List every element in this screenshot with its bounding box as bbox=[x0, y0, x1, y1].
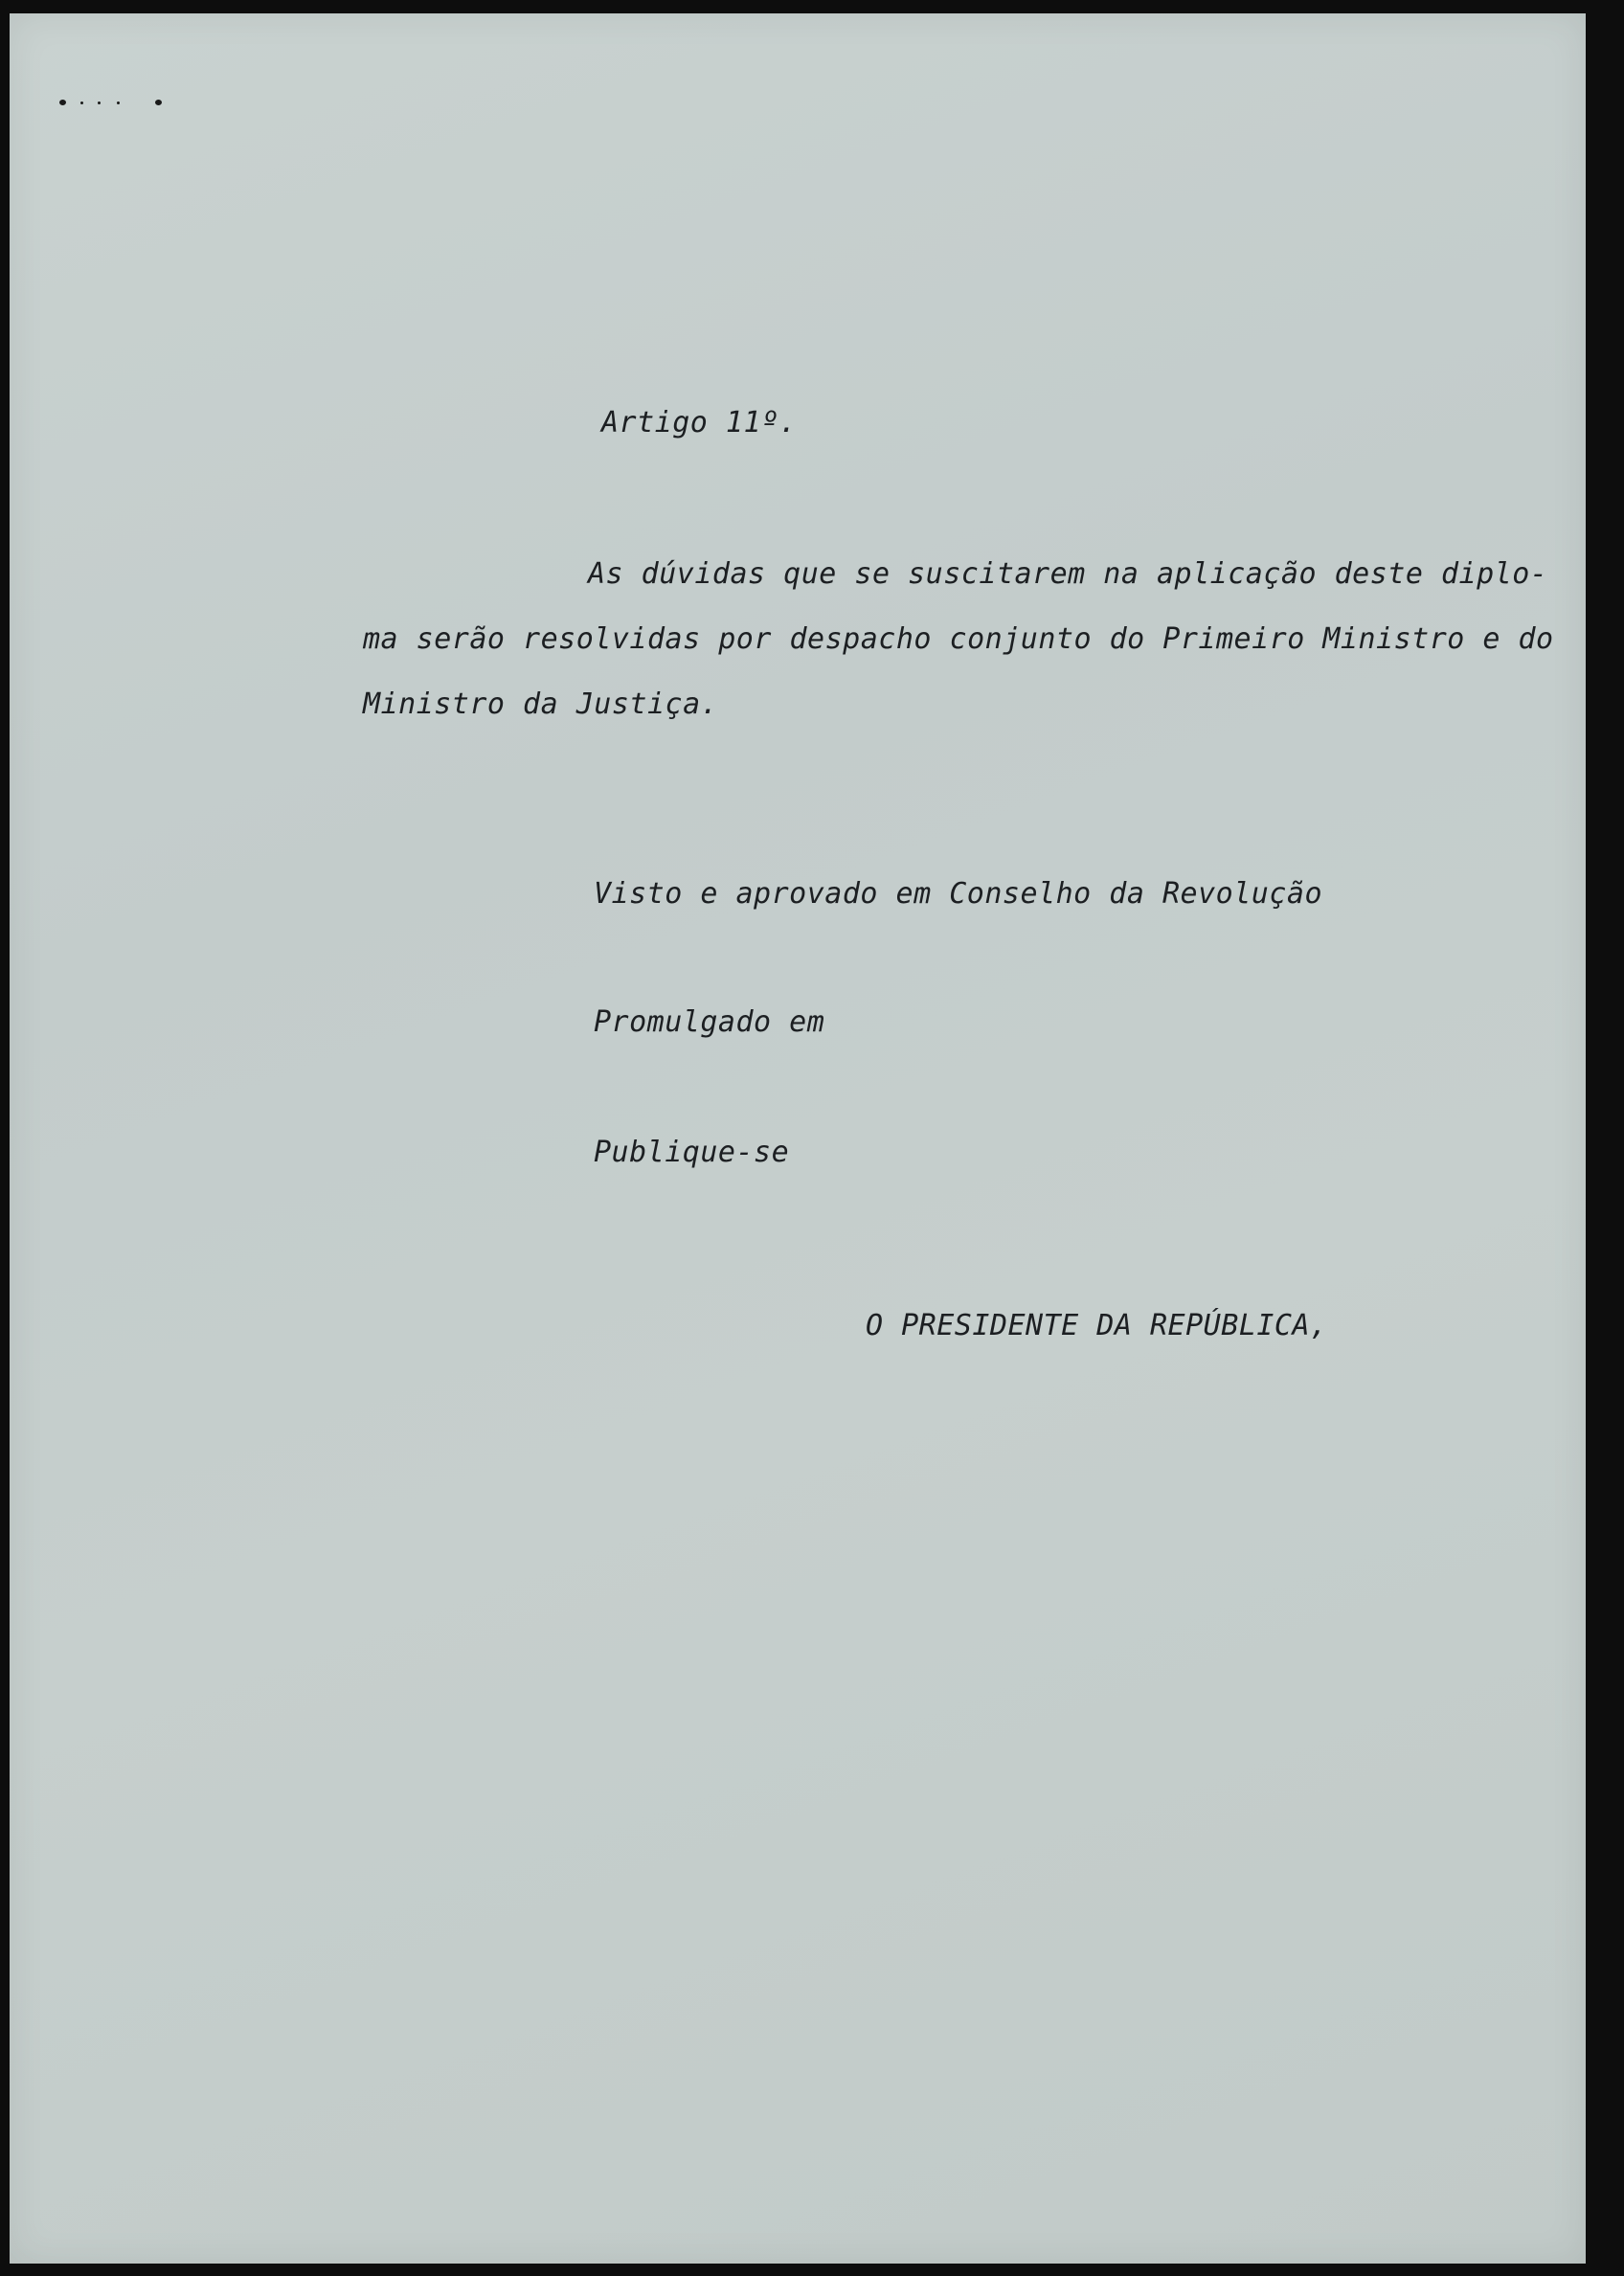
paper-sheet bbox=[10, 13, 1586, 2264]
body-line-2: ma serão resolvidas por despacho conjunto do Primeiro Ministro e do bbox=[363, 622, 1554, 656]
article-heading: Artigo 11º. bbox=[601, 406, 798, 439]
approval-line: Visto e aprovado em Conselho da Revolução bbox=[594, 877, 1323, 911]
body-line-1: As dúvidas que se suscitarem na aplicação deste diplo- bbox=[588, 557, 1548, 591]
promulgation-line: Promulgado em bbox=[594, 1005, 825, 1039]
publication-line: Publique-se bbox=[594, 1136, 790, 1169]
body-line-3: Ministro da Justiça. bbox=[363, 687, 719, 721]
ink-specks bbox=[59, 96, 174, 115]
signature-line: O PRESIDENTE DA REPÚBLICA, bbox=[866, 1309, 1328, 1342]
